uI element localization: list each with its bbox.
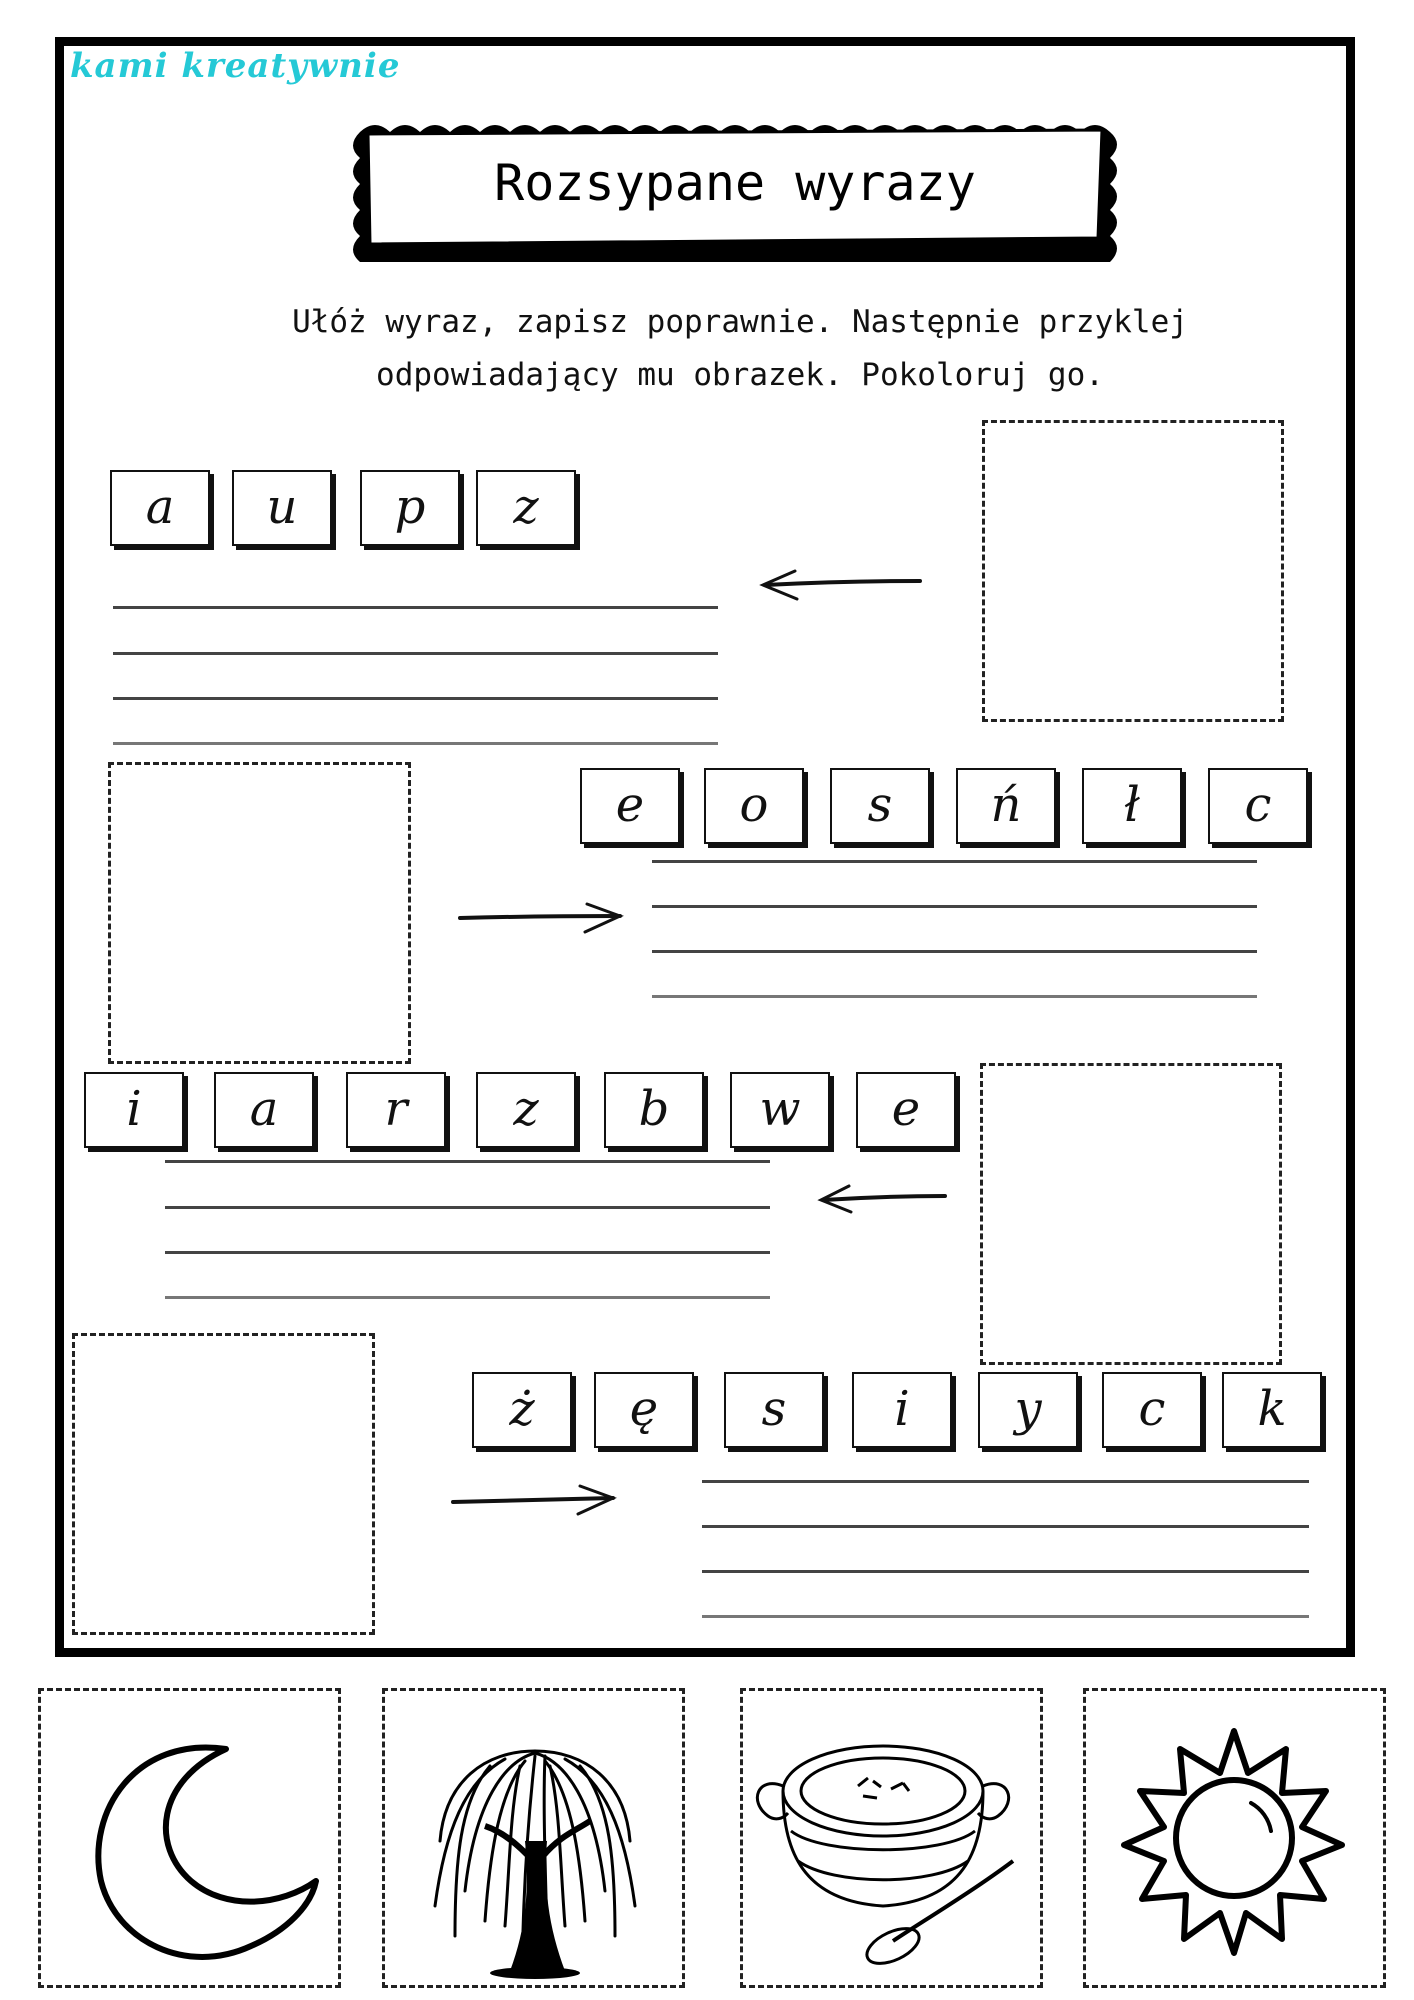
letter-tile: k: [1222, 1372, 1322, 1448]
instruction-line-1: Ułóż wyraz, zapisz poprawnie. Następnie przyklej: [292, 304, 1188, 340]
letter-tile: s: [830, 768, 930, 844]
cutout-willow[interactable]: [382, 1688, 685, 1988]
writing-lines: [113, 606, 718, 746]
instruction-line-2: odpowiadający mu obrazek. Pokoloruj go.: [376, 357, 1104, 393]
instructions: [120, 296, 1360, 402]
sun-icon: [1086, 1691, 1383, 1985]
letter-tile: ń: [956, 768, 1056, 844]
picture-drop-box[interactable]: [980, 1063, 1282, 1365]
letter-tile: u: [232, 470, 332, 546]
letter-tile: a: [214, 1072, 314, 1148]
picture-drop-box[interactable]: [982, 420, 1284, 722]
letter-tile: r: [346, 1072, 446, 1148]
arrow-right-icon: [455, 898, 630, 938]
writing-lines: [652, 860, 1257, 1000]
cutout-moon[interactable]: [38, 1688, 341, 1988]
picture-drop-box[interactable]: [72, 1333, 375, 1635]
letter-tile: ż: [472, 1372, 572, 1448]
letter-tile: w: [730, 1072, 830, 1148]
letter-tile: c: [1102, 1372, 1202, 1448]
letter-tile: c: [1208, 768, 1308, 844]
writing-lines: [165, 1160, 770, 1300]
arrow-left-icon: [815, 1180, 950, 1216]
arrow-left-icon: [755, 563, 925, 603]
soup-bowl-icon: [743, 1691, 1040, 1985]
letter-tile: z: [476, 470, 576, 546]
letter-tile: e: [580, 768, 680, 844]
letter-tile: ł: [1082, 768, 1182, 844]
cutout-sun[interactable]: [1083, 1688, 1386, 1988]
writing-lines: [702, 1480, 1309, 1620]
brand-logo: kami kreatywnie: [70, 46, 401, 86]
letter-tile: b: [604, 1072, 704, 1148]
picture-drop-box[interactable]: [108, 762, 411, 1064]
arrow-right-icon: [448, 1480, 623, 1520]
moon-icon: [41, 1691, 338, 1985]
letter-tile: i: [852, 1372, 952, 1448]
letter-tile: z: [476, 1072, 576, 1148]
letter-tile: a: [110, 470, 210, 546]
letter-tile: ę: [594, 1372, 694, 1448]
cutout-soup[interactable]: [740, 1688, 1043, 1988]
letter-tile: e: [856, 1072, 956, 1148]
letter-tile: o: [704, 768, 804, 844]
page-title: Rozsypane wyrazy: [494, 154, 976, 212]
willow-tree-icon: [385, 1691, 682, 1985]
letter-tile: i: [84, 1072, 184, 1148]
title-banner: [330, 112, 1140, 262]
letter-tile: s: [724, 1372, 824, 1448]
letter-tile: y: [978, 1372, 1078, 1448]
letter-tile: p: [360, 470, 460, 546]
